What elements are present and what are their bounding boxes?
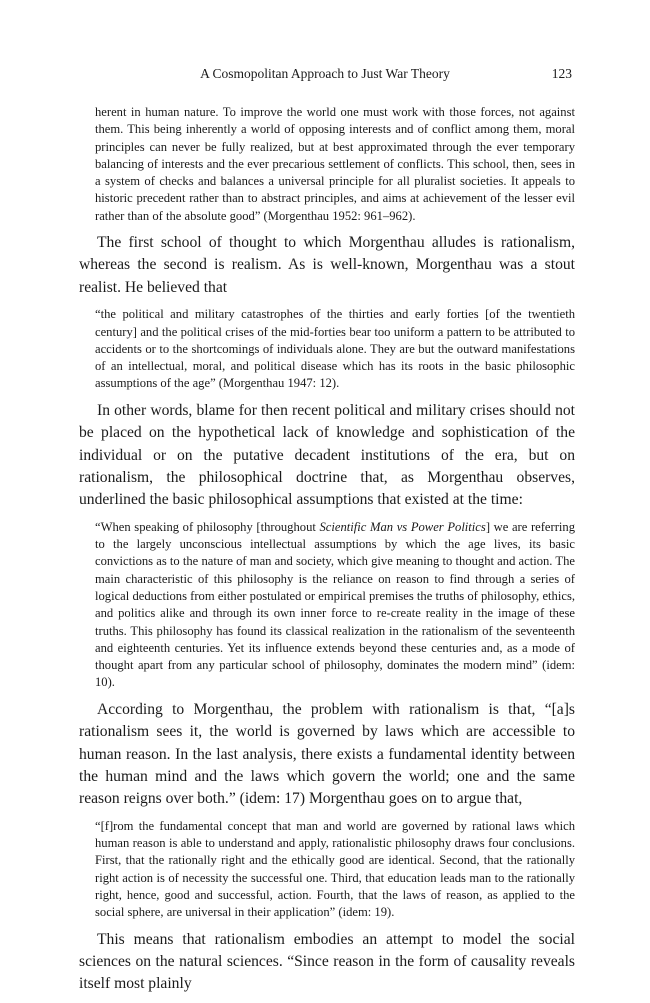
body-paragraph: In other words, blame for then recent political and military crises should not be placed on the hypothetical lack of knowledge and sophistication of the individual or on the putative decadent institutions of the era, but on rationalism, the philosophical doctrine that, as Morgenthau observes, underlined the basic philosophical assumptions that existed at the time: bbox=[79, 401, 575, 509]
running-title: A Cosmopolitan Approach to Just War Theory bbox=[200, 66, 450, 81]
quote-text: ] we are referring to the largely unconscious intellectual assumptions by which the age lives, its basic convictions as to the nature of man and society, which give meaning to thought and action. The main characteristic of this philosophy is the reliance on reason to find through a series of logical deductions from either postulated or empirical premises the truths of philosophy, ethics, and politics alike and through its own inner force to re-create reality in the image of these truths. This philosophy has found its classical realization in the rationalism of the seventeenth and eighteenth centuries. Yet its influence extends beyond these centuries and, as a mode of thought apart from any particular school of philosophy, dominates the modern mind” (idem: 10). bbox=[95, 519, 575, 690]
block-quote bbox=[95, 519, 575, 692]
block-quote: “[f]rom the fundamental concept that man and world are governed by rational laws which human reason is able to understand and apply, rationalistic philosophy draws four conclusions. First, that the rationally right and the ethically good are identical. Second, that the rationally right action is of necessity the successful one. Third, that education leads man to the rationally right, hence, good and successful, action. Fourth, that the laws of reason, as applied to the social sphere, are universal in their application” (idem: 19). bbox=[95, 818, 575, 920]
body-paragraph: The first school of thought to which Morgenthau alludes is rationalism, whereas the second is realism. As is well-known, Morgenthau was a stout realist. He believed that bbox=[79, 234, 575, 296]
book-title-italic: Scientific Man vs Power Politics bbox=[319, 519, 486, 534]
page-number: 123 bbox=[551, 66, 572, 81]
quote-text: “When speaking of philosophy [throughout bbox=[95, 519, 320, 534]
body-paragraph: According to Morgenthau, the problem with rationalism is that, “[a]s rationalism sees it, the world is governed by laws which are accessible to human reason. In the last analysis, there exists a fundamental identity between the human mind and the laws which govern the world; one and the same reason reigns over both.” (idem: 17) Morgenthau goes on to argue that, bbox=[79, 700, 575, 808]
page-body bbox=[79, 104, 575, 1003]
block-quote: “the political and military catastrophes of the thirties and early forties [of the twentieth century] and the political crises of the mid-forties bear too uniform a pattern to be attributed to accidents or to the shortcomings of individuals alone. They are but the outward manifestations of an intellectual, moral, and political disease which has its roots in the basic philosophic assumptions of the age” (Morgenthau 1947: 12). bbox=[95, 307, 575, 391]
block-quote: herent in human nature. To improve the world one must work with those forces, not against them. This being inherently a world of opposing interests and of conflict among them, moral principles can never be fully realized, but at best approximated through the ever temporary balancing of interests and the ever precarious settlement of conflicts. This school, then, sees in a system of checks and balances a universal principle for all pluralist societies. It appeals to historic precedent rather than to abstract principles, and aims at achievement of the lesser evil rather than of the absolute good” (Morgenthau 1952: 961–962). bbox=[95, 105, 575, 223]
body-paragraph: This means that rationalism embodies an attempt to model the social sciences on the natural sciences. “Since reason in the form of causality reveals itself most plainly bbox=[79, 930, 575, 993]
page-header bbox=[0, 66, 650, 86]
